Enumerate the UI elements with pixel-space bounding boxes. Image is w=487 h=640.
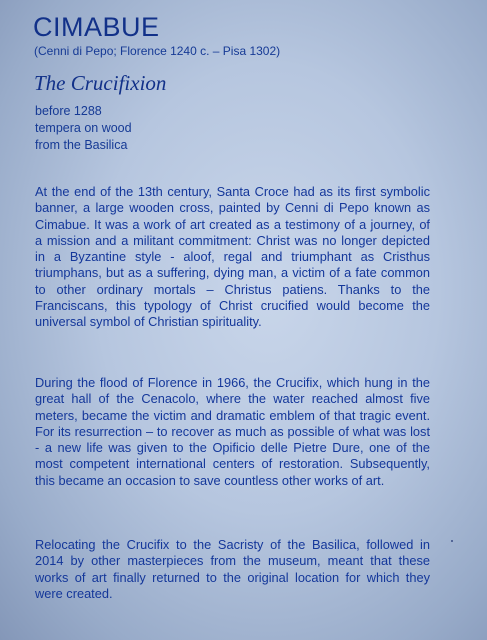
- artwork-date: before 1288: [35, 104, 102, 118]
- description-paragraph-1: At the end of the 13th century, Santa Croce had as its first symbolic banner, a large wooden cross, painted by Cenni di Pepo known as Cimabue. It was a work of art created as a testimony of a journey, of a mission and a militant commitment: Christ was no longer depicted in a Byzantine style - aloof, regal and triumphant as Cristhus triumphans, but as a suffering, dying man, a victim of a fate common to other ordinary mortals – Christus patiens. Thanks to the Franciscans, this typology of Christ crucified would become the universal symbol of Christian spirituality.: [35, 184, 430, 330]
- description-paragraph-3: Relocating the Crucifix to the Sacristy of the Basilica, followed in 2014 by other masterpieces from the museum, meant that these works of art finally returned to the original location for which they were created.: [35, 537, 430, 601]
- artist-name: CIMABUE: [33, 12, 160, 42]
- artwork-provenance: from the Basilica: [35, 138, 128, 152]
- artwork-title: The Crucifixion: [34, 71, 167, 95]
- artist-details: (Cenni di Pepo; Florence 1240 c. – Pisa 1302): [34, 44, 281, 58]
- surface-speck: [451, 540, 453, 542]
- description-paragraph-2: During the flood of Florence in 1966, the Crucifix, which hung in the great hall of the Cenacolo, where the water reached almost five meters, became the victim and dramatic emblem of that tragic event. For its resurrection – to recover as much as possible of what was lost - a new life was given to the Opificio delle Pietre Dure, one of the most competent international centers of restoration. Subsequently, this became an occasion to save countless other works of art.: [35, 375, 430, 488]
- artwork-medium: tempera on wood: [35, 121, 132, 135]
- artwork-meta: [35, 103, 132, 154]
